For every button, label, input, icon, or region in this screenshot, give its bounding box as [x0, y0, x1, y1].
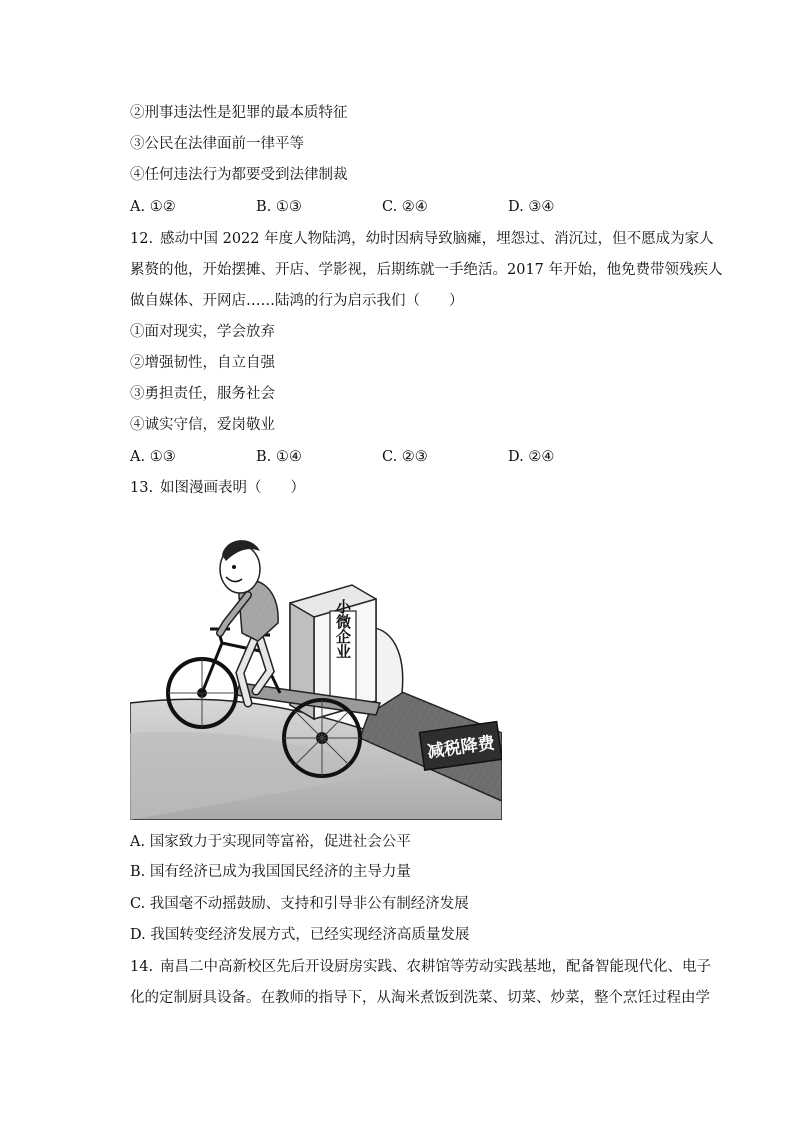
- q11-option-b: B. ①③: [256, 199, 302, 215]
- q12-item-1: ①面对现实，学会放弃: [130, 324, 275, 340]
- comic-illustration: [130, 533, 502, 820]
- q12-option-c: C. ②③: [382, 449, 428, 465]
- tax-cut-sign-label: 减税降费: [425, 733, 497, 763]
- q12-stem-line-1: [130, 230, 714, 248]
- q13-option-a: A. 国家致力于实现同等富裕，促进社会公平: [130, 834, 411, 850]
- q11-option-d: D. ③④: [508, 199, 555, 215]
- q12-stem-line-2: 累赘的他，开始摆摊、开店、学影视，后期练就一手绝活。2017 年开始，他免费带领残疾人: [130, 262, 723, 278]
- q11-option-c: C. ②④: [382, 199, 428, 215]
- q13-option-b: B. 国有经济已成为我国国民经济的主导力量: [130, 864, 411, 880]
- q12-stem-line-3: 做自媒体、开网店……陆鸿的行为启示我们（ ）: [130, 293, 464, 309]
- q14-number: 14.: [130, 959, 154, 975]
- q12-item-4: ④诚实守信，爱岗敬业: [130, 417, 275, 433]
- q11-item-4: ④任何违法行为都要受到法律制裁: [130, 167, 348, 183]
- q14-stem-text-1: 南昌二中高新校区先后开设厨房实践、农耕馆等劳动实践基地，配备智能现代化、电子: [160, 959, 711, 975]
- q13-option-c: C. 我国毫不动摇鼓励、支持和引导非公有制经济发展: [130, 896, 469, 912]
- rider: [220, 540, 278, 703]
- cargo-box-label: 小微企业: [334, 599, 352, 659]
- q13-option-d: D. 我国转变经济发展方式，已经实现经济高质量发展: [130, 927, 470, 943]
- q12-item-3: ③勇担责任，服务社会: [130, 386, 275, 402]
- q14-stem-line-1: [130, 958, 711, 976]
- q12-option-b: B. ①④: [256, 449, 302, 465]
- q12-stem-text-1: 感动中国 2022 年度人物陆鸿，幼时因病导致脑瘫，埋怨过、消沉过，但不愿成为家人: [160, 231, 714, 247]
- q12-item-2: ②增强韧性，自立自强: [130, 355, 275, 371]
- q12-option-d: D. ②④: [508, 449, 555, 465]
- q11-item-3: ③公民在法律面前一律平等: [130, 136, 304, 152]
- q14-stem-line-2: 化的定制厨具设备。在教师的指导下，从淘米煮饭到洗菜、切菜、炒菜，整个烹饪过程由学: [130, 990, 710, 1006]
- rear-wheel: [284, 700, 360, 776]
- q12-number: 12.: [130, 231, 154, 247]
- q13-stem-text: 如图漫画表明（ ）: [160, 480, 305, 496]
- q13-stem-line: [130, 479, 305, 497]
- q11-item-2: ②刑事违法性是犯罪的最本质特征: [130, 105, 348, 121]
- q11-option-a: A. ①②: [130, 199, 176, 215]
- q12-option-a: A. ①③: [130, 449, 176, 465]
- q13-number: 13.: [130, 480, 154, 496]
